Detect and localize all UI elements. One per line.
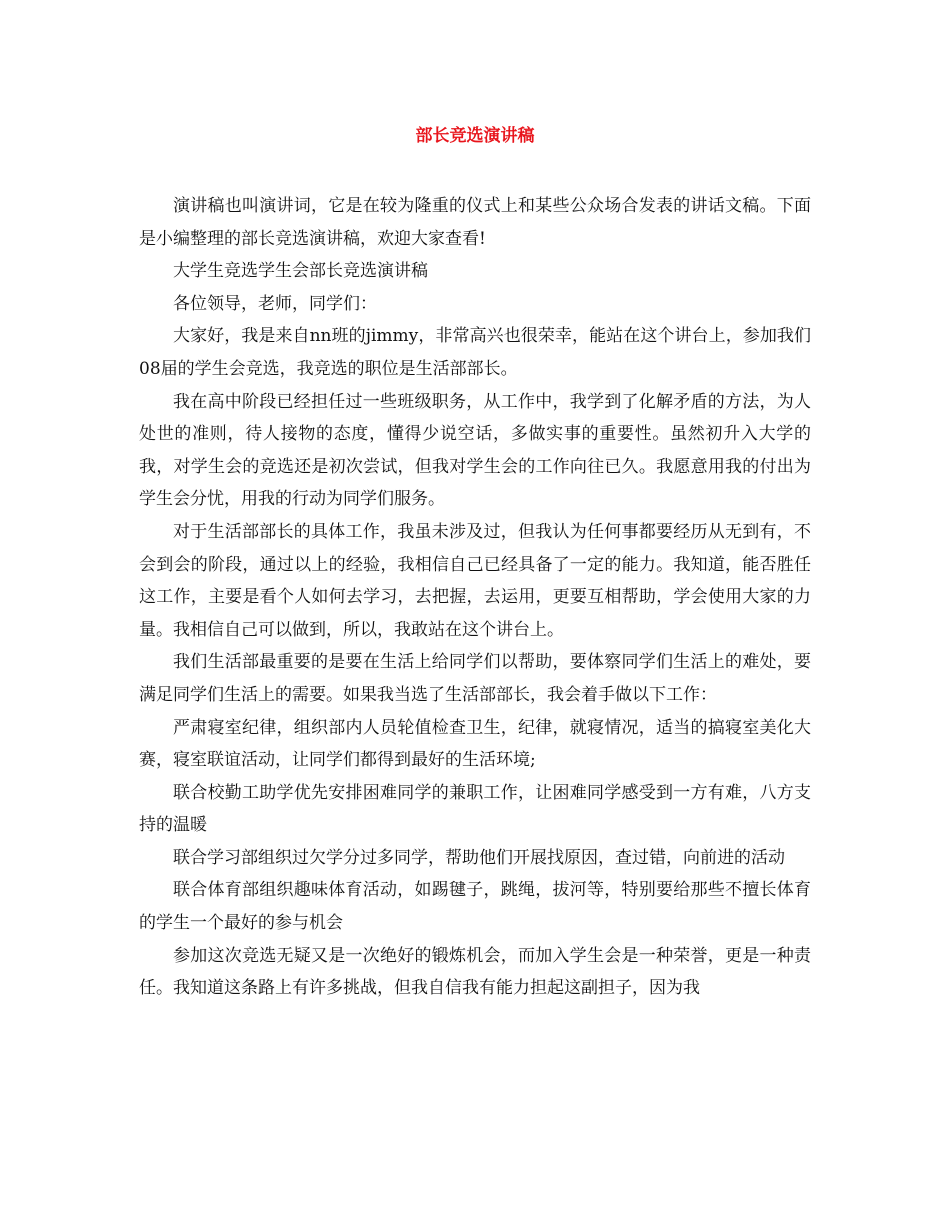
paragraph-plan-work-study: 联合校勤工助学优先安排困难同学的兼职工作，让困难同学感受到一方有难，八方支持的温暖: [139, 782, 811, 836]
paragraph-experience: 我在高中阶段已经担任过一些班级职务，从工作中，我学到了化解矛盾的方法，为人处世的准则，待人接物的态度，懂得少说空话，多做实事的重要性。虽然初升入大学的我，对学生会的竞选还是初次尝试，但我对学生会的工作向往已久。我愿意用我的付出为学生会分忧，用我的行动为同学们服务。: [139, 391, 811, 510]
paragraph-plan-sports: 联合体育部组织趣味体育活动，如踢毽子，跳绳，拔河等，特别要给那些不擅长体育的学生一个最好的参与机会: [139, 880, 811, 934]
paragraph-closing: 参加这次竞选无疑又是一次绝好的锻炼机会，而加入学生会是一种荣誉，更是一种责任。我知道这条路上有许多挑战，但我自信我有能力担起这副担子，因为我: [139, 945, 811, 999]
paragraph-plan-intro: 我们生活部最重要的是要在生活上给同学们以帮助，要体察同学们生活上的难处，要满足同学们生活上的需要。如果我当选了生活部部长，我会着手做以下工作：: [139, 652, 811, 705]
paragraph-intro: 演讲稿也叫演讲词，它是在较为隆重的仪式上和某些公众场合发表的讲话文稿。下面是小编整理的部长竞选演讲稿，欢迎大家查看!: [139, 196, 811, 249]
paragraph-subtitle: 大学生竞选学生会部长竞选演讲稿: [173, 261, 428, 282]
document-body: [139, 190, 811, 1005]
paragraph-plan-dorm: 严肃寝室纪律，组织部内人员轮值检查卫生，纪律，就寝情况，适当的搞寝室美化大赛，寝室联谊活动，让同学们都得到最好的生活环境;: [139, 717, 811, 771]
paragraph-salutation: 各位领导，老师，同学们：: [173, 293, 377, 314]
document-title: 部长竞选演讲稿: [415, 126, 535, 146]
paragraph-ability: 对于生活部部长的具体工作，我虽未涉及过，但我认为任何事都要经历从无到有，不会到会的阶段，通过以上的经验，我相信自己已经具备了一定的能力。我知道，能否胜任这工作，主要是看个人如何去学习，去把握，去运用，更要互相帮助，学会使用大家的力量。我相信自己可以做到，所以，我敢站在这个讲台上。: [139, 521, 811, 640]
paragraph-plan-study: 联合学习部组织过欠学分过多同学，帮助他们开展找原因，查过错，向前进的活动: [173, 847, 785, 868]
paragraph-greeting: 大家好，我是来自nn班的jimmy，非常高兴也很荣幸，能站在这个讲台上，参加我们08届的学生会竞选，我竞选的职位是生活部部长。: [139, 326, 811, 379]
